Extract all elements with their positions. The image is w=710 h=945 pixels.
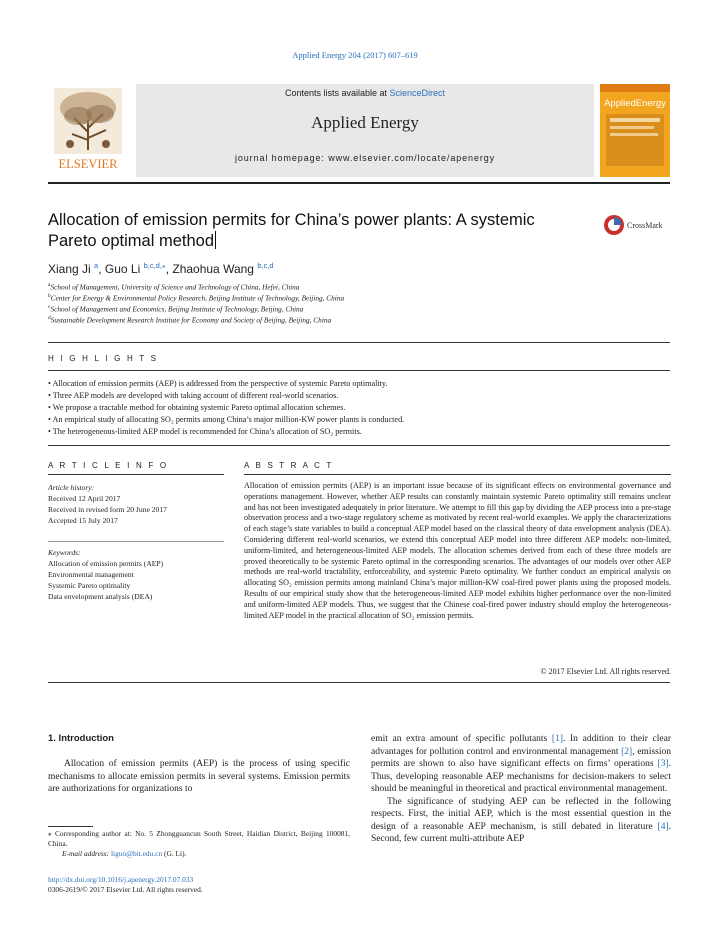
journal-homepage[interactable]: journal homepage: www.elsevier.com/locate/apenergy [234, 153, 496, 163]
highlights-heading: H I G H L I G H T S [48, 354, 159, 363]
citation-link[interactable]: [1] [551, 734, 563, 744]
highlight-item: • We propose a tractable method for obtaining systemic Pareto optimal allocation schemes. [48, 403, 346, 412]
elsevier-logo [48, 84, 128, 174]
journal-reference-link[interactable]: Applied Energy 204 (2017) 607–619 [292, 50, 418, 60]
keywords-label: Keywords: [48, 548, 81, 557]
article-title-text: Allocation of emission permits for China’s power plants: A systemic Pareto optimal method [48, 211, 535, 250]
article-title [48, 210, 578, 252]
text-cursor [215, 231, 216, 249]
email-link[interactable]: liguo@bit.edu.cn [111, 849, 163, 858]
keyword[interactable]: Systemic Pareto optimality [48, 581, 131, 590]
history-item: Received in revised form 20 June 2017 [48, 505, 167, 514]
issn-copyright: 0306-2619/© 2017 Elsevier Ltd. All rights reserved. [48, 885, 203, 894]
divider [48, 682, 670, 683]
keyword[interactable]: Data envelopment analysis (DEA) [48, 592, 153, 601]
crossmark-button[interactable] [603, 214, 673, 236]
affiliation: $^c$School of Management and Economics, Beijing Institute of Technology, Beijing, China [48, 304, 304, 314]
paragraph: The significance of studying AEP can be reflected in the following respects. First, the initial AEP, which is the most essential question in the design of a reasonable AEP mechanism, is still debated in literature [4]. Second, few current multi-attribute AEP [371, 796, 671, 844]
crossmark-label: CrossMark [627, 221, 663, 230]
abstract-body: Allocation of emission permits (AEP) is an important issue because of its significant effects on environmental governance and operations management. However, whether AEP results can constantly maintain systemic Pareto optimality still remains unclear and has not been investigated adequately in prior literature. We attempt to fill this gap by dividing the AEP process into a pre-stage observation process and a two-stage regulatory scheme as motivated by recent real-world examples. We apply the characterizations of each stage’s state variables to build a conceptual AEP model based on the classical theory of data envelopment analysis (DEA). Considering different real-world scenarios, we extend this conceptual AEP model into three different AEP models: non-limited, uniform-limited, and heterogeneous-limited AEP models. The allocation schemes derived from each of these three models are proved theoretically to be systemic Pareto optimal in the corresponding scenarios. The advantages of our models over other AEP methods are real-world tractability, enforceability, and systemic Pareto optimality. We further conduct an empirical analysis on allocating SO₂ emission permits among mainland China’s major million-KW coal-fired power plants using the proposed models. Results of our empirical study show that the heterogeneous-limited AEP model exhibits higher performance over the non-limited and uniform-limited AEP models. Thus, we suggest that the Chinese coal-fired power industry should employ the heterogeneous-limited AEP model in the practical allocation of SO₂ emission permits. [244, 481, 671, 620]
corresponding-author-note: ⁎ Corresponding author at: No. 5 Zhongguancun South Street, Haidian District, Beijing 100081, China. [48, 829, 350, 848]
email-line: E-mail address: liguo@bit.edu.cn (G. Li). [62, 849, 187, 858]
divider [48, 445, 670, 446]
affiliation: $^a$School of Management, University of Science and Technology of China, Hefei, China [48, 282, 300, 292]
header-divider [48, 182, 670, 184]
highlight-item: • An empirical study of allocating SO₂ permits among China’s major million-KW power plants is conducted. [48, 415, 405, 424]
keyword[interactable]: Environmental management [48, 570, 134, 579]
author-list: Xiang Ji $^a$, Guo Li $^{b,c,d,⁎}$, Zhaohua Wang $^{b,c,d}$ [48, 261, 274, 276]
affiliation: $^d$Sustainable Development Research Institute for Economy and Society of Beijing, Beijing, China [48, 315, 332, 325]
author-name[interactable]: Zhaohua Wang [172, 262, 254, 276]
divider [48, 370, 670, 371]
cover-title: AppliedEnergy [604, 98, 666, 109]
abstract-heading: A B S T R A C T [244, 461, 334, 470]
journal-cover-image [600, 84, 670, 177]
highlight-item: • The heterogeneous-limited AEP model is recommended for China’s allocation of SO₂ permits. [48, 427, 362, 436]
journal-name[interactable]: Applied Energy [311, 113, 419, 132]
sciencedirect-link[interactable]: ScienceDirect [389, 88, 446, 98]
divider [244, 474, 671, 475]
doi-link[interactable]: http://dx.doi.org/10.1016/j.apenergy.2017.07.033 [48, 875, 194, 884]
history-item: Received 12 April 2017 [48, 494, 121, 503]
elsevier-wordmark: ELSEVIER [58, 157, 118, 171]
citation-link[interactable]: [3] [657, 759, 669, 769]
copyright-notice: © 2017 Elsevier Ltd. All rights reserved. [540, 667, 671, 676]
history-item: Accepted 15 July 2017 [48, 516, 118, 525]
author-affiliation-marker[interactable]: b,c,d [257, 261, 274, 270]
highlight-item: • Allocation of emission permits (AEP) is addressed from the perspective of systemic Pareto optimality. [48, 379, 388, 388]
contents-line [136, 88, 594, 98]
footnote-divider [48, 826, 93, 827]
right-column-text [371, 733, 671, 846]
footnote [48, 829, 350, 859]
author-affiliation-marker[interactable]: a [94, 261, 99, 270]
article-history-label: Article history: [48, 483, 95, 492]
keyword[interactable]: Allocation of emission permits (AEP) [48, 559, 164, 568]
article-info-heading: A R T I C L E I N F O [48, 461, 169, 470]
author-name[interactable]: Xiang Ji [48, 262, 91, 276]
divider [48, 342, 670, 343]
author-affiliation-marker[interactable]: b,c,d,⁎ [143, 261, 166, 270]
section-heading-introduction: 1. Introduction [48, 733, 114, 744]
paragraph: emit an extra amount of specific pollutants [1]. In addition to their clear advantages for pollution control and environmental management [2], emission permits are shown to also have significant effects on firms’ operations [3]. Thus, developing reasonable AEP mechanisms for decision-makers to select should be meaningful in theoretical and practical environmental management. [371, 734, 671, 794]
intro-paragraph: Allocation of emission permits (AEP) is the process of using specific mechanisms to allocate emission permits in several systems. Emission permits are authorizations for organizations to [48, 759, 350, 794]
divider [48, 541, 224, 542]
author-name[interactable]: Guo Li [104, 262, 141, 276]
contents-prefix: Contents lists available at [284, 88, 390, 98]
citation-link[interactable]: [4] [657, 821, 669, 832]
citation-link[interactable]: [2] [621, 746, 633, 757]
affiliation: $^b$Center for Energy & Environmental Policy Research, Beijing Institute of Technology, Beijing, China [48, 293, 345, 303]
divider [48, 474, 224, 475]
highlight-item: • Three AEP models are developed with taking account of different real-world scenarios. [48, 391, 339, 400]
